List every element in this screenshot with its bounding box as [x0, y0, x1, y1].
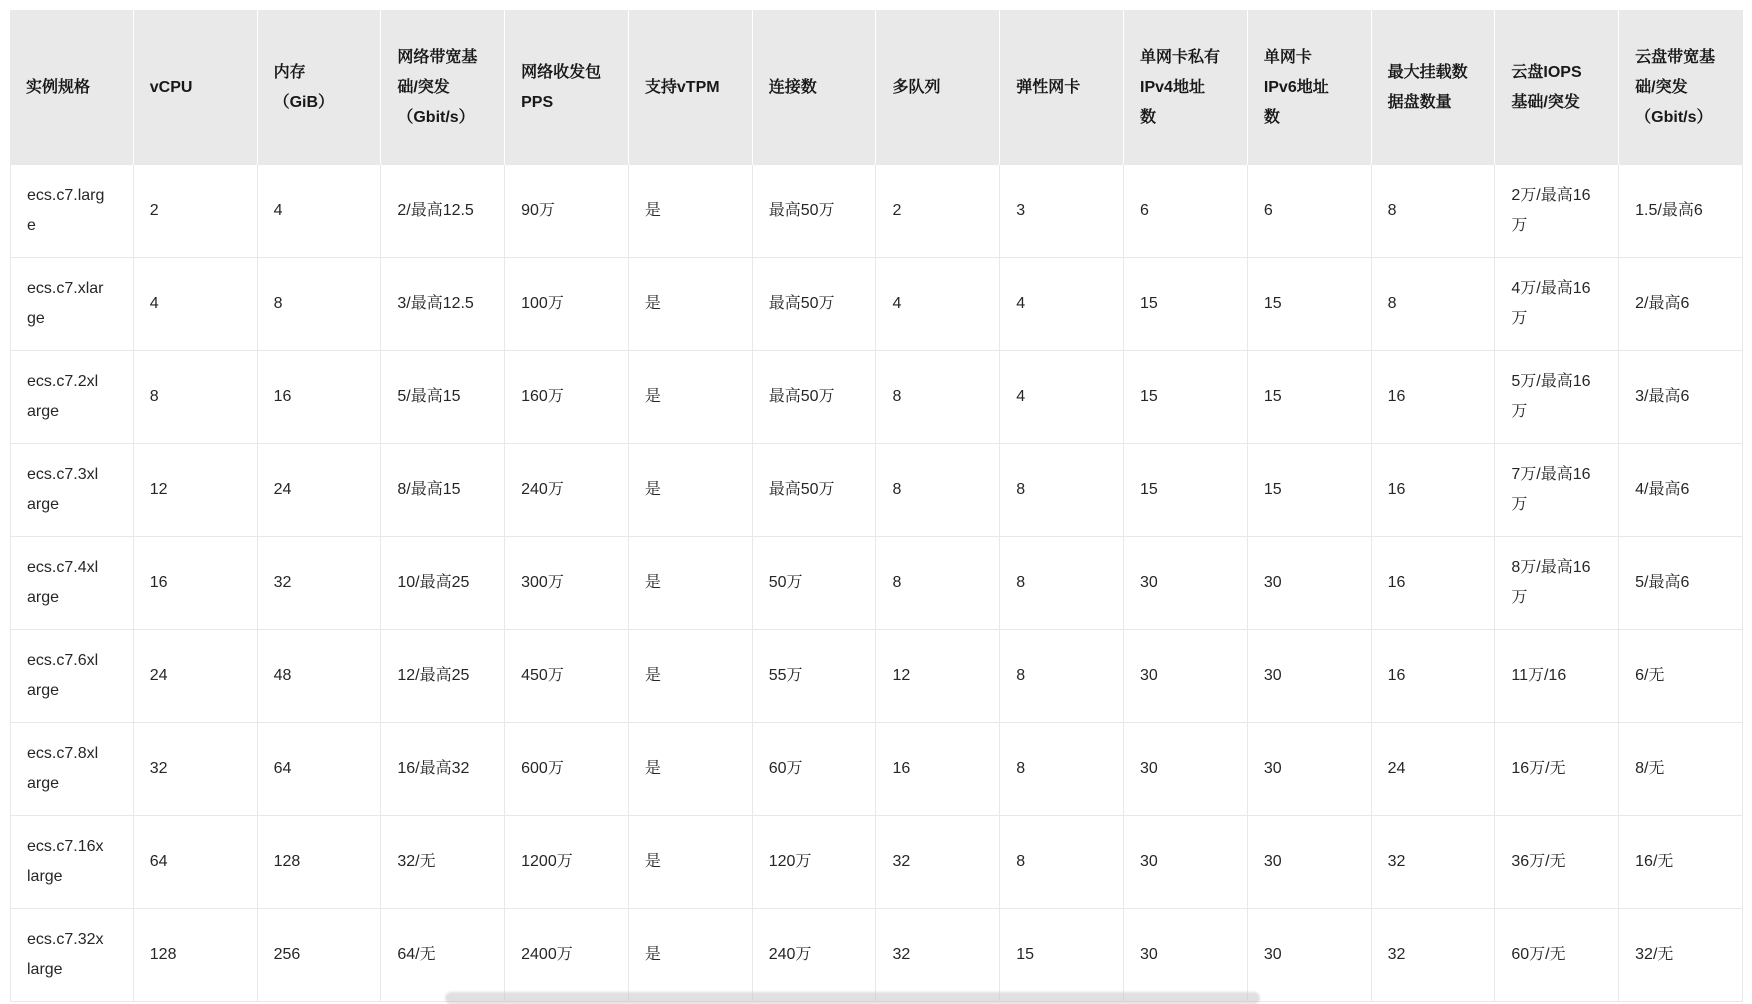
- table-cell: 30: [1248, 909, 1372, 1002]
- table-cell: 24: [1372, 723, 1496, 816]
- table-cell: 30: [1248, 723, 1372, 816]
- instance-spec-table-container: [10, 10, 1743, 1002]
- table-body: [10, 165, 1743, 1002]
- table-cell: 6/无: [1619, 630, 1743, 723]
- table-cell: 2400万: [505, 909, 629, 1002]
- table-cell: 是: [629, 909, 753, 1002]
- table-cell: 4: [258, 165, 382, 258]
- table-row: [10, 537, 1743, 630]
- table-cell: 16: [876, 723, 1000, 816]
- column-header-11: 最大挂载数据盘数量: [1372, 10, 1496, 165]
- table-cell: 2万/最高16万: [1495, 165, 1619, 258]
- table-cell: 16: [1372, 444, 1496, 537]
- table-cell: 8: [1000, 816, 1124, 909]
- column-header-12: 云盘IOPS基础/突发: [1495, 10, 1619, 165]
- table-cell: 32: [876, 909, 1000, 1002]
- table-cell: 15: [1248, 258, 1372, 351]
- table-cell: 4: [1000, 351, 1124, 444]
- column-header-13: 云盘带宽基础/突发（Gbit/s）: [1619, 10, 1743, 165]
- table-cell: 8: [1372, 258, 1496, 351]
- table-cell: 4万/最高16万: [1495, 258, 1619, 351]
- table-cell: 8: [1000, 444, 1124, 537]
- table-cell: 8: [1000, 723, 1124, 816]
- table-row: [10, 165, 1743, 258]
- table-cell: 32: [876, 816, 1000, 909]
- column-header-6: 连接数: [753, 10, 877, 165]
- table-row: [10, 351, 1743, 444]
- table-cell: 32: [1372, 816, 1496, 909]
- table-cell: 30: [1124, 537, 1248, 630]
- table-cell: 600万: [505, 723, 629, 816]
- table-cell: 30: [1248, 537, 1372, 630]
- instance-spec-table: [10, 10, 1743, 1002]
- table-header: [10, 10, 1743, 165]
- table-cell: 15: [1000, 909, 1124, 1002]
- table-cell: 48: [258, 630, 382, 723]
- table-cell: 16: [1372, 630, 1496, 723]
- table-cell: 1200万: [505, 816, 629, 909]
- table-cell: 是: [629, 537, 753, 630]
- table-cell: 最高50万: [753, 444, 877, 537]
- table-cell: 8: [1000, 537, 1124, 630]
- table-cell: 5/最高15: [381, 351, 505, 444]
- table-cell: 4: [876, 258, 1000, 351]
- table-cell: 16: [1372, 351, 1496, 444]
- table-cell: 30: [1248, 816, 1372, 909]
- column-header-2: 内存（GiB）: [258, 10, 382, 165]
- instance-spec-cell: ecs.c7.3xlarge: [10, 444, 134, 537]
- instance-spec-cell: ecs.c7.xlarge: [10, 258, 134, 351]
- table-cell: 160万: [505, 351, 629, 444]
- table-cell: 90万: [505, 165, 629, 258]
- table-cell: 3/最高6: [1619, 351, 1743, 444]
- table-cell: 是: [629, 444, 753, 537]
- table-row: [10, 258, 1743, 351]
- table-cell: 15: [1124, 444, 1248, 537]
- table-cell: 7万/最高16万: [1495, 444, 1619, 537]
- table-cell: 12: [876, 630, 1000, 723]
- table-cell: 300万: [505, 537, 629, 630]
- column-header-1: vCPU: [134, 10, 258, 165]
- instance-spec-cell: ecs.c7.large: [10, 165, 134, 258]
- column-header-4: 网络收发包PPS: [505, 10, 629, 165]
- instance-spec-cell: ecs.c7.2xlarge: [10, 351, 134, 444]
- table-cell: 2/最高12.5: [381, 165, 505, 258]
- table-cell: 64: [134, 816, 258, 909]
- table-cell: 12/最高25: [381, 630, 505, 723]
- table-cell: 8: [1372, 165, 1496, 258]
- table-cell: 10/最高25: [381, 537, 505, 630]
- table-cell: 64/无: [381, 909, 505, 1002]
- table-cell: 8: [876, 537, 1000, 630]
- table-cell: 24: [134, 630, 258, 723]
- table-cell: 24: [258, 444, 382, 537]
- instance-spec-cell: ecs.c7.16xlarge: [10, 816, 134, 909]
- table-cell: 16: [134, 537, 258, 630]
- table-cell: 50万: [753, 537, 877, 630]
- table-cell: 4: [1000, 258, 1124, 351]
- column-header-0: 实例规格: [10, 10, 134, 165]
- table-cell: 16: [258, 351, 382, 444]
- table-cell: 是: [629, 630, 753, 723]
- table-cell: 4: [134, 258, 258, 351]
- table-row: [10, 444, 1743, 537]
- table-cell: 32: [1372, 909, 1496, 1002]
- table-row: [10, 630, 1743, 723]
- table-cell: 256: [258, 909, 382, 1002]
- table-cell: 是: [629, 258, 753, 351]
- table-cell: 15: [1248, 351, 1372, 444]
- table-cell: 16: [1372, 537, 1496, 630]
- table-cell: 8/最高15: [381, 444, 505, 537]
- table-cell: 64: [258, 723, 382, 816]
- instance-spec-cell: ecs.c7.8xlarge: [10, 723, 134, 816]
- table-cell: 6: [1248, 165, 1372, 258]
- table-cell: 8: [258, 258, 382, 351]
- table-cell: 6: [1124, 165, 1248, 258]
- table-cell: 最高50万: [753, 351, 877, 444]
- header-row: [10, 10, 1743, 165]
- table-cell: 32: [134, 723, 258, 816]
- table-row: [10, 909, 1743, 1002]
- table-row: [10, 723, 1743, 816]
- horizontal-scrollbar-thumb[interactable]: [445, 992, 1260, 1004]
- table-cell: 8: [1000, 630, 1124, 723]
- table-cell: 30: [1124, 630, 1248, 723]
- table-cell: 36万/无: [1495, 816, 1619, 909]
- table-cell: 30: [1248, 630, 1372, 723]
- column-header-3: 网络带宽基础/突发（Gbit/s）: [381, 10, 505, 165]
- table-cell: 是: [629, 165, 753, 258]
- table-cell: 2/最高6: [1619, 258, 1743, 351]
- table-cell: 450万: [505, 630, 629, 723]
- table-cell: 128: [258, 816, 382, 909]
- table-cell: 12: [134, 444, 258, 537]
- table-cell: 100万: [505, 258, 629, 351]
- table-cell: 15: [1248, 444, 1372, 537]
- table-cell: 是: [629, 816, 753, 909]
- instance-spec-cell: ecs.c7.32xlarge: [10, 909, 134, 1002]
- table-cell: 3: [1000, 165, 1124, 258]
- instance-spec-cell: ecs.c7.6xlarge: [10, 630, 134, 723]
- table-cell: 30: [1124, 816, 1248, 909]
- column-header-9: 单网卡私有IPv4地址数: [1124, 10, 1248, 165]
- table-cell: 15: [1124, 258, 1248, 351]
- table-cell: 16/最高32: [381, 723, 505, 816]
- table-cell: 32: [258, 537, 382, 630]
- table-cell: 最高50万: [753, 165, 877, 258]
- column-header-10: 单网卡IPv6地址数: [1248, 10, 1372, 165]
- instance-spec-cell: ecs.c7.4xlarge: [10, 537, 134, 630]
- table-cell: 30: [1124, 909, 1248, 1002]
- table-cell: 8万/最高16万: [1495, 537, 1619, 630]
- column-header-8: 弹性网卡: [1000, 10, 1124, 165]
- table-cell: 8: [876, 444, 1000, 537]
- table-cell: 8/无: [1619, 723, 1743, 816]
- table-cell: 60万: [753, 723, 877, 816]
- table-cell: 55万: [753, 630, 877, 723]
- table-cell: 32/无: [381, 816, 505, 909]
- table-cell: 5万/最高16万: [1495, 351, 1619, 444]
- table-cell: 15: [1124, 351, 1248, 444]
- table-cell: 11万/16: [1495, 630, 1619, 723]
- table-cell: 是: [629, 351, 753, 444]
- table-cell: 是: [629, 723, 753, 816]
- table-cell: 1.5/最高6: [1619, 165, 1743, 258]
- table-cell: 3/最高12.5: [381, 258, 505, 351]
- table-row: [10, 816, 1743, 909]
- column-header-7: 多队列: [876, 10, 1000, 165]
- table-cell: 60万/无: [1495, 909, 1619, 1002]
- table-cell: 128: [134, 909, 258, 1002]
- table-cell: 32/无: [1619, 909, 1743, 1002]
- table-cell: 4/最高6: [1619, 444, 1743, 537]
- table-cell: 16万/无: [1495, 723, 1619, 816]
- table-cell: 240万: [753, 909, 877, 1002]
- table-cell: 最高50万: [753, 258, 877, 351]
- table-cell: 2: [876, 165, 1000, 258]
- table-cell: 5/最高6: [1619, 537, 1743, 630]
- table-cell: 2: [134, 165, 258, 258]
- table-cell: 120万: [753, 816, 877, 909]
- table-cell: 8: [876, 351, 1000, 444]
- table-cell: 8: [134, 351, 258, 444]
- column-header-5: 支持vTPM: [629, 10, 753, 165]
- table-cell: 240万: [505, 444, 629, 537]
- table-cell: 16/无: [1619, 816, 1743, 909]
- table-cell: 30: [1124, 723, 1248, 816]
